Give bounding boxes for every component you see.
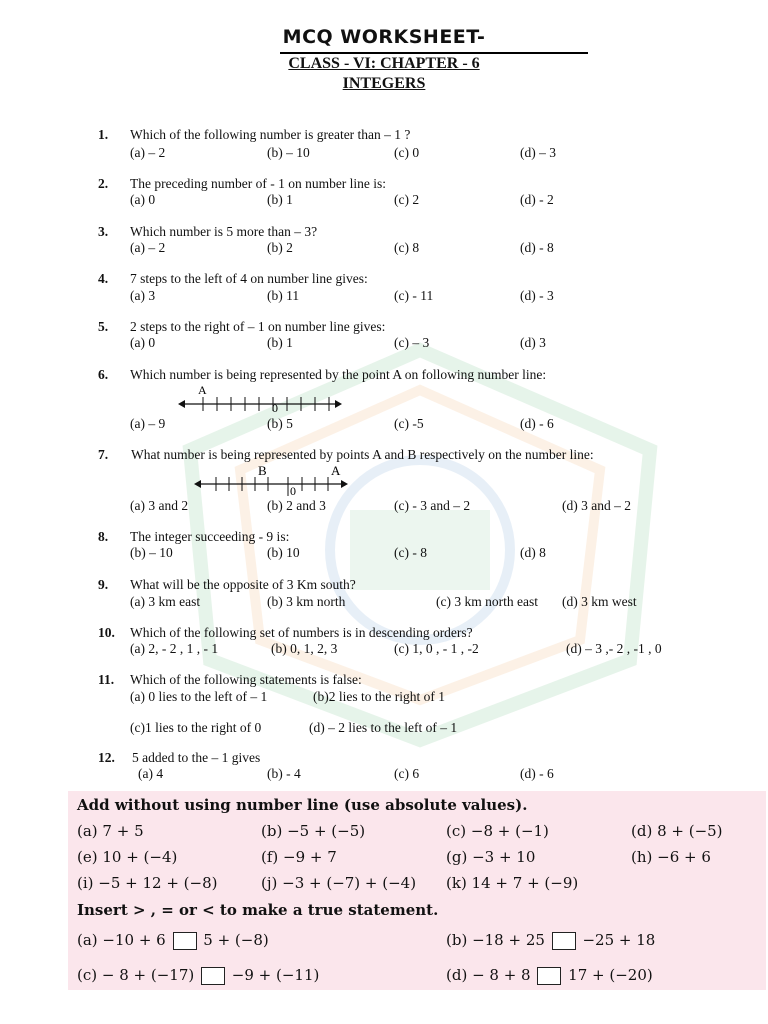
compare-left: (d) − 8 + 8 xyxy=(446,966,531,984)
point-a-label: A xyxy=(331,464,341,478)
add-item: (g) −3 + 10 xyxy=(446,848,536,866)
topic-heading: INTEGERS xyxy=(342,75,426,92)
answer-box[interactable] xyxy=(201,967,225,985)
question-text: 5 added to the – 1 gives xyxy=(132,750,261,765)
zero-label: 0 xyxy=(272,401,278,415)
option-c: (c) - 8 xyxy=(394,545,427,560)
option-a: (b) – 10 xyxy=(130,545,173,560)
option-c: (c) – 3 xyxy=(394,335,430,350)
worksheet-title: MCQ WORKSHEET- xyxy=(282,26,486,48)
option-c: (c) 8 xyxy=(394,240,420,255)
option-d: (d) 3 and – 2 xyxy=(562,498,631,513)
question-number: 3. xyxy=(98,224,109,239)
point-b-label: B xyxy=(258,464,267,478)
add-item: (a) 7 + 5 xyxy=(77,822,144,840)
option-a: (a) 0 xyxy=(130,192,156,207)
answer-box[interactable] xyxy=(537,967,561,985)
option-b: (b)2 lies to the right of 1 xyxy=(313,689,445,704)
option-d: (d) – 3 ,- 2 , -1 , 0 xyxy=(566,641,662,656)
question-text: Which of the following number is greater than – 1 ? xyxy=(130,127,411,142)
exercise-heading-add: Add without using number line (use absolute values). xyxy=(77,796,528,814)
question-number: 6. xyxy=(98,367,109,382)
add-item: (c) −8 + (−1) xyxy=(446,822,549,840)
question-number: 8. xyxy=(98,529,109,544)
question-number: 4. xyxy=(98,271,109,286)
option-a: (a) 3 xyxy=(130,288,156,303)
question-text: Which of the following set of numbers is in descending orders? xyxy=(130,625,473,640)
option-c: (c) - 3 and – 2 xyxy=(394,498,471,513)
option-a: (a) 0 xyxy=(130,335,156,350)
question-text: Which number is being represented by the point A on following number line: xyxy=(130,367,547,382)
option-d: (d) - 2 xyxy=(520,192,554,207)
option-d: (d) – 3 xyxy=(520,145,556,160)
question-text: 7 steps to the left of 4 on number line gives: xyxy=(130,271,368,286)
option-a: (a) 2, - 2 , 1 , - 1 xyxy=(130,641,219,656)
compare-right: −9 + (−11) xyxy=(231,966,320,984)
question-number: 2. xyxy=(98,176,109,191)
add-item: (e) 10 + (−4) xyxy=(77,848,178,866)
option-a: (a) – 9 xyxy=(130,416,166,431)
compare-left: (b) −18 + 25 xyxy=(446,931,545,949)
compare-left: (a) −10 + 6 xyxy=(77,931,166,949)
option-c: (c) 1, 0 , - 1 , -2 xyxy=(394,641,479,656)
compare-item xyxy=(446,966,653,985)
option-a: (a) 4 xyxy=(138,766,164,781)
question-text: The integer succeeding - 9 is: xyxy=(130,529,290,544)
question-text: What number is being represented by points A and B respectively on the number line: xyxy=(131,447,594,462)
add-item: (d) 8 + (−5) xyxy=(631,822,723,840)
option-d: (d) – 2 lies to the left of – 1 xyxy=(309,720,458,735)
compare-left: (c) − 8 + (−17) xyxy=(77,966,195,984)
option-d: (d) 3 xyxy=(520,335,546,350)
question-number: 5. xyxy=(98,319,109,334)
question-text: Which of the following statements is false: xyxy=(130,672,362,687)
option-c: (c) - 11 xyxy=(394,288,434,303)
number-line-q6 xyxy=(176,382,346,416)
option-b: (b) 1 xyxy=(267,335,293,350)
exercise-heading-compare: Insert > , = or < to make a true statement. xyxy=(77,901,439,919)
option-a: (a) – 2 xyxy=(130,145,166,160)
option-b: (b) - 4 xyxy=(267,766,301,781)
question-number: 11. xyxy=(98,672,115,687)
add-item: (b) −5 + (−5) xyxy=(261,822,366,840)
option-b: (b) 0, 1, 2, 3 xyxy=(271,641,338,656)
question-text: 2 steps to the right of – 1 on number line gives: xyxy=(130,319,386,334)
option-b: (b) 1 xyxy=(267,192,293,207)
option-d: (d) - 6 xyxy=(520,766,554,781)
option-c: (c) 0 xyxy=(394,145,420,160)
question-number: 7. xyxy=(98,447,109,462)
compare-item xyxy=(77,966,319,985)
option-d: (d) 3 km west xyxy=(562,594,637,609)
number-line-q7 xyxy=(192,464,352,496)
option-a: (a) – 2 xyxy=(130,240,166,255)
option-d: (d) - 8 xyxy=(520,240,554,255)
add-item: (h) −6 + 6 xyxy=(631,848,711,866)
add-item: (f) −9 + 7 xyxy=(261,848,337,866)
option-c: (c) 6 xyxy=(394,766,420,781)
title-underline xyxy=(280,52,588,54)
question-number: 10. xyxy=(98,625,115,640)
option-c: (c)1 lies to the right of 0 xyxy=(130,720,262,735)
option-b: (b) 5 xyxy=(267,416,293,431)
option-d: (d) - 6 xyxy=(520,416,554,431)
answer-box[interactable] xyxy=(173,932,197,950)
option-d: (d) 8 xyxy=(520,545,546,560)
question-number: 12. xyxy=(98,750,115,765)
compare-right: 5 + (−8) xyxy=(203,931,269,949)
compare-right: 17 + (−20) xyxy=(568,966,653,984)
answer-box[interactable] xyxy=(552,932,576,950)
compare-item xyxy=(446,931,655,950)
option-b: (b) 3 km north xyxy=(267,594,346,609)
option-a: (a) 3 and 2 xyxy=(130,498,189,513)
option-a: (a) 3 km east xyxy=(130,594,201,609)
question-number: 1. xyxy=(98,127,109,142)
add-item: (i) −5 + 12 + (−8) xyxy=(77,874,218,892)
option-b: (b) 10 xyxy=(267,545,300,560)
compare-right: −25 + 18 xyxy=(582,931,656,949)
option-b: (b) 2 xyxy=(267,240,293,255)
option-b: (b) 2 and 3 xyxy=(267,498,326,513)
option-b: (b) 11 xyxy=(267,288,300,303)
class-chapter-heading: CLASS - VI: CHAPTER - 6 xyxy=(288,55,480,72)
option-c: (c) -5 xyxy=(394,416,424,431)
question-text: What will be the opposite of 3 Km south? xyxy=(130,577,356,592)
option-c: (c) 3 km north east xyxy=(436,594,538,609)
compare-item xyxy=(77,931,269,950)
zero-label: 0 xyxy=(290,484,296,496)
add-item: (k) 14 + 7 + (−9) xyxy=(446,874,579,892)
option-b: (b) – 10 xyxy=(267,145,310,160)
point-a-label: A xyxy=(198,383,207,397)
question-text: The preceding number of - 1 on number line is: xyxy=(130,176,387,191)
option-a: (a) 0 lies to the left of – 1 xyxy=(130,689,268,704)
question-number: 9. xyxy=(98,577,109,592)
question-text: Which number is 5 more than – 3? xyxy=(130,224,318,239)
option-c: (c) 2 xyxy=(394,192,420,207)
add-item: (j) −3 + (−7) + (−4) xyxy=(261,874,417,892)
option-d: (d) - 3 xyxy=(520,288,554,303)
